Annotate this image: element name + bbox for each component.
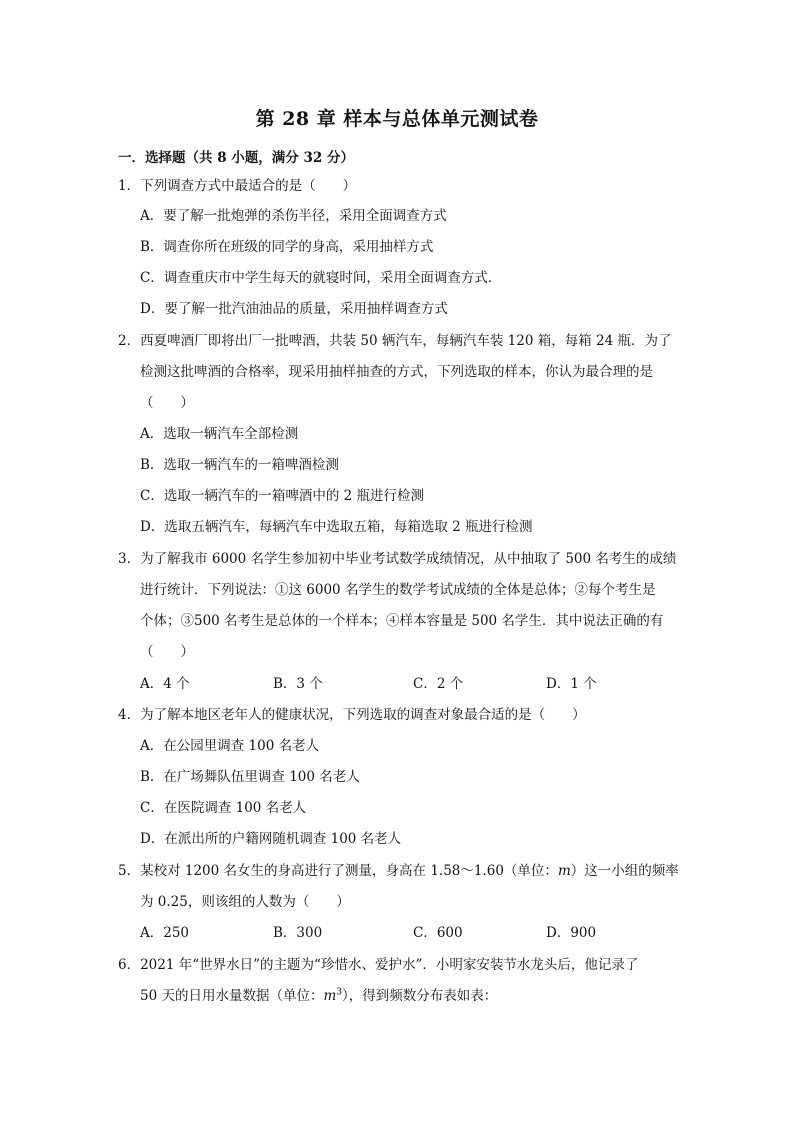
q1-option-c: C．调查重庆市中学生每天的就寝时间，采用全面调查方式． [140,270,502,286]
q2-stem-line3: （ ） [140,395,194,411]
q3-option-d: D．1 个 [546,676,597,692]
q3-option-c: C．2 个 [413,676,464,692]
q5-option-d: D．900 [546,925,597,941]
q2-stem-line2: 检测这批啤酒的合格率，现采用抽样抽查的方式，下列选取的样本，你认为最合理的是 [140,364,653,380]
q1-option-a: A．要了解一批炮弹的杀伤半径，采用全面调查方式 [140,208,447,224]
q2-option-b: B．选取一辆汽车的一箱啤酒检测 [140,457,339,473]
q2-stem-line1: 2．西夏啤酒厂即将出厂一批啤酒，共装 50 辆汽车，每辆汽车装 120 箱，每箱 24 瓶．为了 [118,333,672,349]
q5-stem-part2: ）这一小组的频率 [570,863,679,879]
q2-option-c: C．选取一辆汽车的一箱啤酒中的 2 瓶进行检测 [140,488,425,504]
q3-stem-line4: （ ） [140,644,194,660]
q5-stem-line1 [118,861,679,881]
q5-unit: m [557,863,571,879]
q4-option-b: B．在广场舞队伍里调查 100 名老人 [140,769,360,785]
q4-option-d: D．在派出所的户籍网随机调查 100 名老人 [140,831,402,847]
q4-option-c: C．在医院调查 100 名老人 [140,800,307,816]
q4-stem: 4．为了解本地区老年人的健康状况，下列选取的调查对象最合适的是（ ） [118,707,586,723]
q6-unit-exponent: 3 [336,987,343,998]
q4-option-a: A．在公园里调查 100 名老人 [140,738,320,754]
q5-option-c: C．600 [413,925,463,941]
q5-stem-part1: 5．某校对 1200 名女生的身高进行了测量，身高在 1.58～1.60（单位： [118,863,558,879]
q6-stem-part1: 50 天的日用水量数据（单位： [140,988,324,1004]
q6-stem-line2 [140,986,497,1006]
q3-option-a: A．4 个 [140,676,190,692]
q2-option-d: D．选取五辆汽车，每辆汽车中选取五箱，每箱选取 2 瓶进行检测 [140,519,533,535]
page-title: 第 28 章 样本与总体单元测试卷 [255,108,539,130]
q6-unit: m [323,988,337,1004]
q3-option-b: B．3 个 [273,676,323,692]
q1-option-b: B．调查你所在班级的同学的身高，采用抽样方式 [140,239,434,255]
q5-stem-line2: 为 0.25，则该组的人数为（ ） [140,894,350,910]
q3-stem-line2: 进行统计．下列说法：①这 6000 名学生的数学考试成绩的全体是总体；②每个考生是 [140,582,656,598]
q1-stem: 1．下列调查方式中最适合的是（ ） [118,178,357,194]
q2-option-a: A．选取一辆汽车全部检测 [140,426,299,442]
q6-stem-part2: ），得到频数分布表如表： [342,988,498,1004]
q3-stem-line1: 3．为了解我市 6000 名学生参加初中毕业考试数学成绩情况，从中抽取了 500 名考生的成绩 [118,551,677,567]
q6-stem-line1: 6．2021 年“世界水日”的主题为“珍惜水、爱护水”．小明家安装节水龙头后，他记录了 [118,957,639,973]
section-heading: 一．选择题（共 8 小题，满分 32 分） [118,150,354,166]
q5-option-a: A．250 [140,925,190,941]
q1-option-d: D．要了解一批汽油油品的质量，采用抽样调查方式 [140,301,448,317]
q3-stem-line3: 个体；③500 名考生是总体的一个样本；④样本容量是 500 名学生．其中说法正确的有 [140,613,664,629]
q5-option-b: B．300 [273,925,323,941]
